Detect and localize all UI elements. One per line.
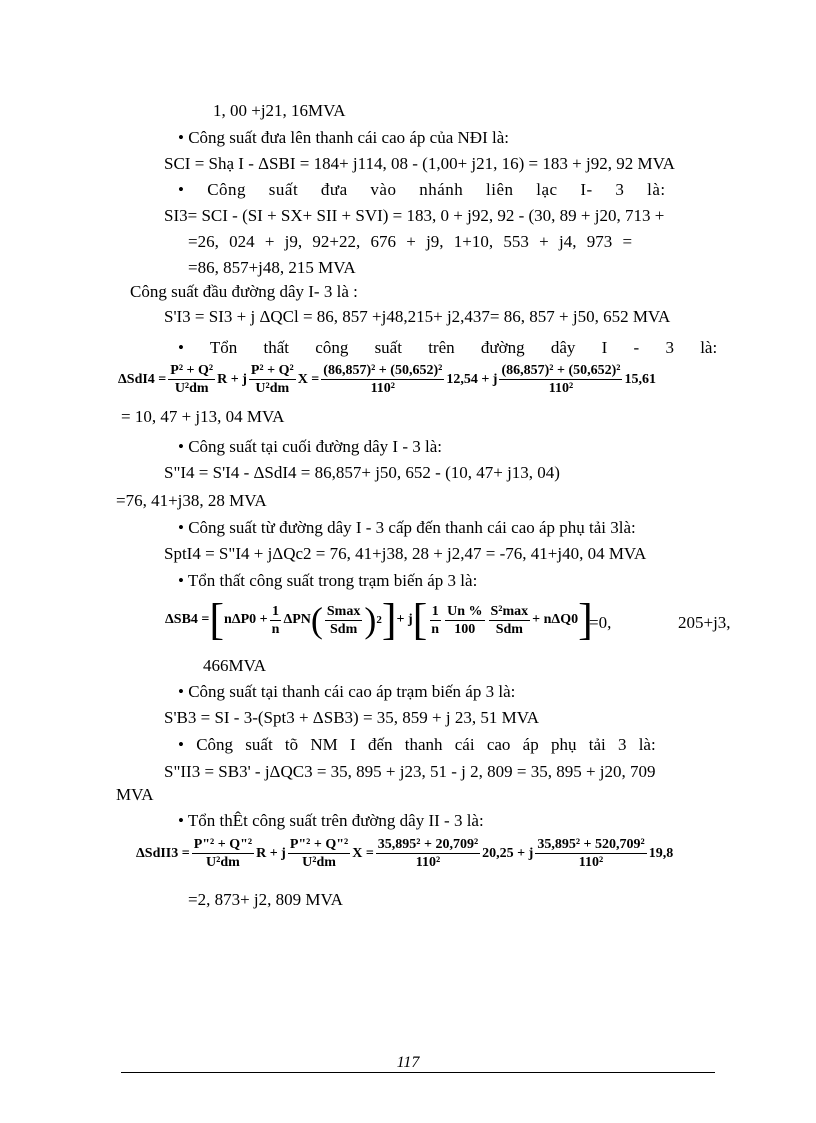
text-line-16: SptI4 = S"I4 + jΔQc2 = 76, 41+j38, 28 + j2,47 = -76, 41+j40, 04 MVA <box>164 544 647 563</box>
equation-loss-line-I3 <box>118 362 656 397</box>
text-line-25: =2, 873+ j2, 809 MVA <box>188 890 343 909</box>
text-line-2: • Công suất đưa lên thanh cái cao áp của NĐI là: <box>178 128 509 147</box>
text-line-17: • Tổn thất công suất trong trạm biến áp 3 là: <box>178 571 478 590</box>
eq2-lhs: ΔSB4 = <box>165 612 210 627</box>
text-line-11: = 10, 47 + j13, 04 MVA <box>121 407 285 426</box>
text-line-12: • Công suất tại cuối đường dây I - 3 là: <box>178 437 442 456</box>
footer-rule <box>121 1072 715 1073</box>
eq2-paren-close: ) <box>364 600 377 640</box>
eq2-bracket2-open: [ <box>412 595 428 644</box>
eq3-mid-1: R + j <box>256 845 286 861</box>
eq3-frac-1: $\frac{\text{P"² + Q"²}}{\text{U²dm}}$ <box>193 837 253 870</box>
text-line-23: MVA <box>116 785 154 804</box>
eq2-a: nΔP0 + <box>224 612 268 627</box>
eq1-frac-4: $\frac{\text{(86,857)² + (50,652)²}}{\text{110²}}$ <box>501 363 621 396</box>
eq2-frac-3: $\frac{1}{n}$ <box>431 603 440 637</box>
eq2-c: + j <box>396 612 413 627</box>
eq1-lhs: ΔSdI4 = <box>118 371 167 387</box>
text-line-14: =76, 41+j38, 28 MVA <box>116 491 267 510</box>
eq3-mid-3: 20,25 + j <box>482 845 534 861</box>
text-line-8: Công suất đầu đường dây I- 3 là : <box>130 282 358 301</box>
eq2-result-1: =0, <box>589 613 612 632</box>
eq3-mid-2: X = <box>352 845 374 861</box>
text-line-1: 1, 00 +j21, 16MVA <box>213 101 346 120</box>
text-line-5: SI3= SCI - (SI + SX+ SII + SVI) = 183, 0 + j92, 92 - (30, 89 + j20, 713 + <box>164 206 665 225</box>
eq2-bracket-close: ] <box>381 595 397 644</box>
text-line-10: • Tổn thất công suất trên đường dây I - 3 là: <box>178 338 718 357</box>
eq3-frac-4: $\frac{\text{35,895² + 520,709²}}{\text{110²}}$ <box>537 837 645 870</box>
text-line-18: 466MVA <box>203 656 266 675</box>
text-line-3: SCI = Shạ I - ΔSBI = 184+ j114, 08 - (1,00+ j21, 16) = 183 + j92, 92 MVA <box>164 154 675 173</box>
text-line-4: • Công suất đưa vào nhánh liên lạc I- 3 là: <box>178 180 666 199</box>
eq2-frac-2: $\frac{Smax}{\text{Sdm}}$ <box>326 603 361 637</box>
eq2-frac-5: $\frac{\text{S²max}}{\text{Sdm}}$ <box>490 603 529 637</box>
eq1-frac-1: $\frac{\text{P² + Q²}}{\text{U²dm}}$ <box>170 363 214 396</box>
eq3-frac-2: $\frac{\text{P"² + Q"²}}{\text{U²dm}}$ <box>289 837 349 870</box>
eq2-bracket2-close: ] <box>578 595 593 644</box>
text-line-13: S"I4 = S'I4 - ΔSdI4 = 86,857+ j50, 652 - (10, 47+ j13, 04) <box>164 463 560 482</box>
eq1-mid-2: X = <box>297 371 320 387</box>
eq2-d: + nΔQ0 <box>532 612 579 627</box>
text-line-9: S'I3 = SI3 + j ΔQCl = 86, 857 +j48,215+ j2,437= 86, 857 + j50, 652 MVA <box>164 307 671 326</box>
eq3-frac-3: $\frac{\text{35,895² + 20,709²}}{\text{110²}}$ <box>377 837 479 870</box>
text-line-22: S"II3 = SB3' - jΔQC3 = 35, 895 + j23, 51 - j 2, 809 = 35, 895 + j20, 709 <box>164 762 656 781</box>
equation-loss-line-II3 <box>136 836 673 871</box>
text-line-7: =86, 857+j48, 215 MVA <box>188 258 356 277</box>
eq1-mid-3: 12,54 + j <box>446 371 498 387</box>
eq3-lhs: ΔSdII3 = <box>136 845 190 861</box>
eq2-result-2: 205+j3, <box>678 613 731 632</box>
text-line-21: • Công suất tõ NM I đến thanh cái cao áp phụ tải 3 là: <box>178 735 656 754</box>
text-line-24: • Tổn thÊt công suất trên đường dây II - 3 là: <box>178 811 484 830</box>
text-line-6: =26, 024 + j9, 92+22, 676 + j9, 1+10, 553 + j4, 973 = <box>188 232 633 251</box>
eq2-paren-open: ( <box>310 600 323 640</box>
equation-transformer-loss: ΔSB4 = [ nΔP0 + $\frac{1}{n}$ ΔPN ( $\frac{Smax}{\text{Sdm}}$ ) 2 ] + j [ $\frac{1}{n}$ $\frac{Un \%}{100}$ $\frac{\text{S²max}}{\text{Sdm}}$ + nΔQ0 ] <box>165 595 593 644</box>
eq3-end: 19,8 <box>648 845 674 861</box>
eq2-frac-4: $\frac{Un \%}{100}$ <box>447 603 483 637</box>
eq1-mid-1: R + j <box>217 371 247 387</box>
eq2-b: ΔPN <box>283 612 311 627</box>
text-line-19: • Công suất tại thanh cái cao áp trạm biến áp 3 là: <box>178 682 516 701</box>
eq1-frac-3: $\frac{\text{(86,857)² + (50,652)²}}{\text{110²}}$ <box>323 363 443 396</box>
eq1-end: 15,61 <box>624 371 656 387</box>
eq1-frac-2: $\frac{\text{P² + Q²}}{\text{U²dm}}$ <box>250 363 294 396</box>
eq2-frac-1: $\frac{1}{n}$ <box>271 603 280 637</box>
page-number: 117 <box>396 1054 420 1071</box>
text-line-20: S'B3 = SI - 3-(Spt3 + ΔSB3) = 35, 859 + j 23, 51 MVA <box>164 708 540 727</box>
eq2-bracket-open: [ <box>209 595 225 644</box>
text-line-15: • Công suất từ đường dây I - 3 cấp đến thanh cái cao áp phụ tải 3là: <box>178 518 636 537</box>
